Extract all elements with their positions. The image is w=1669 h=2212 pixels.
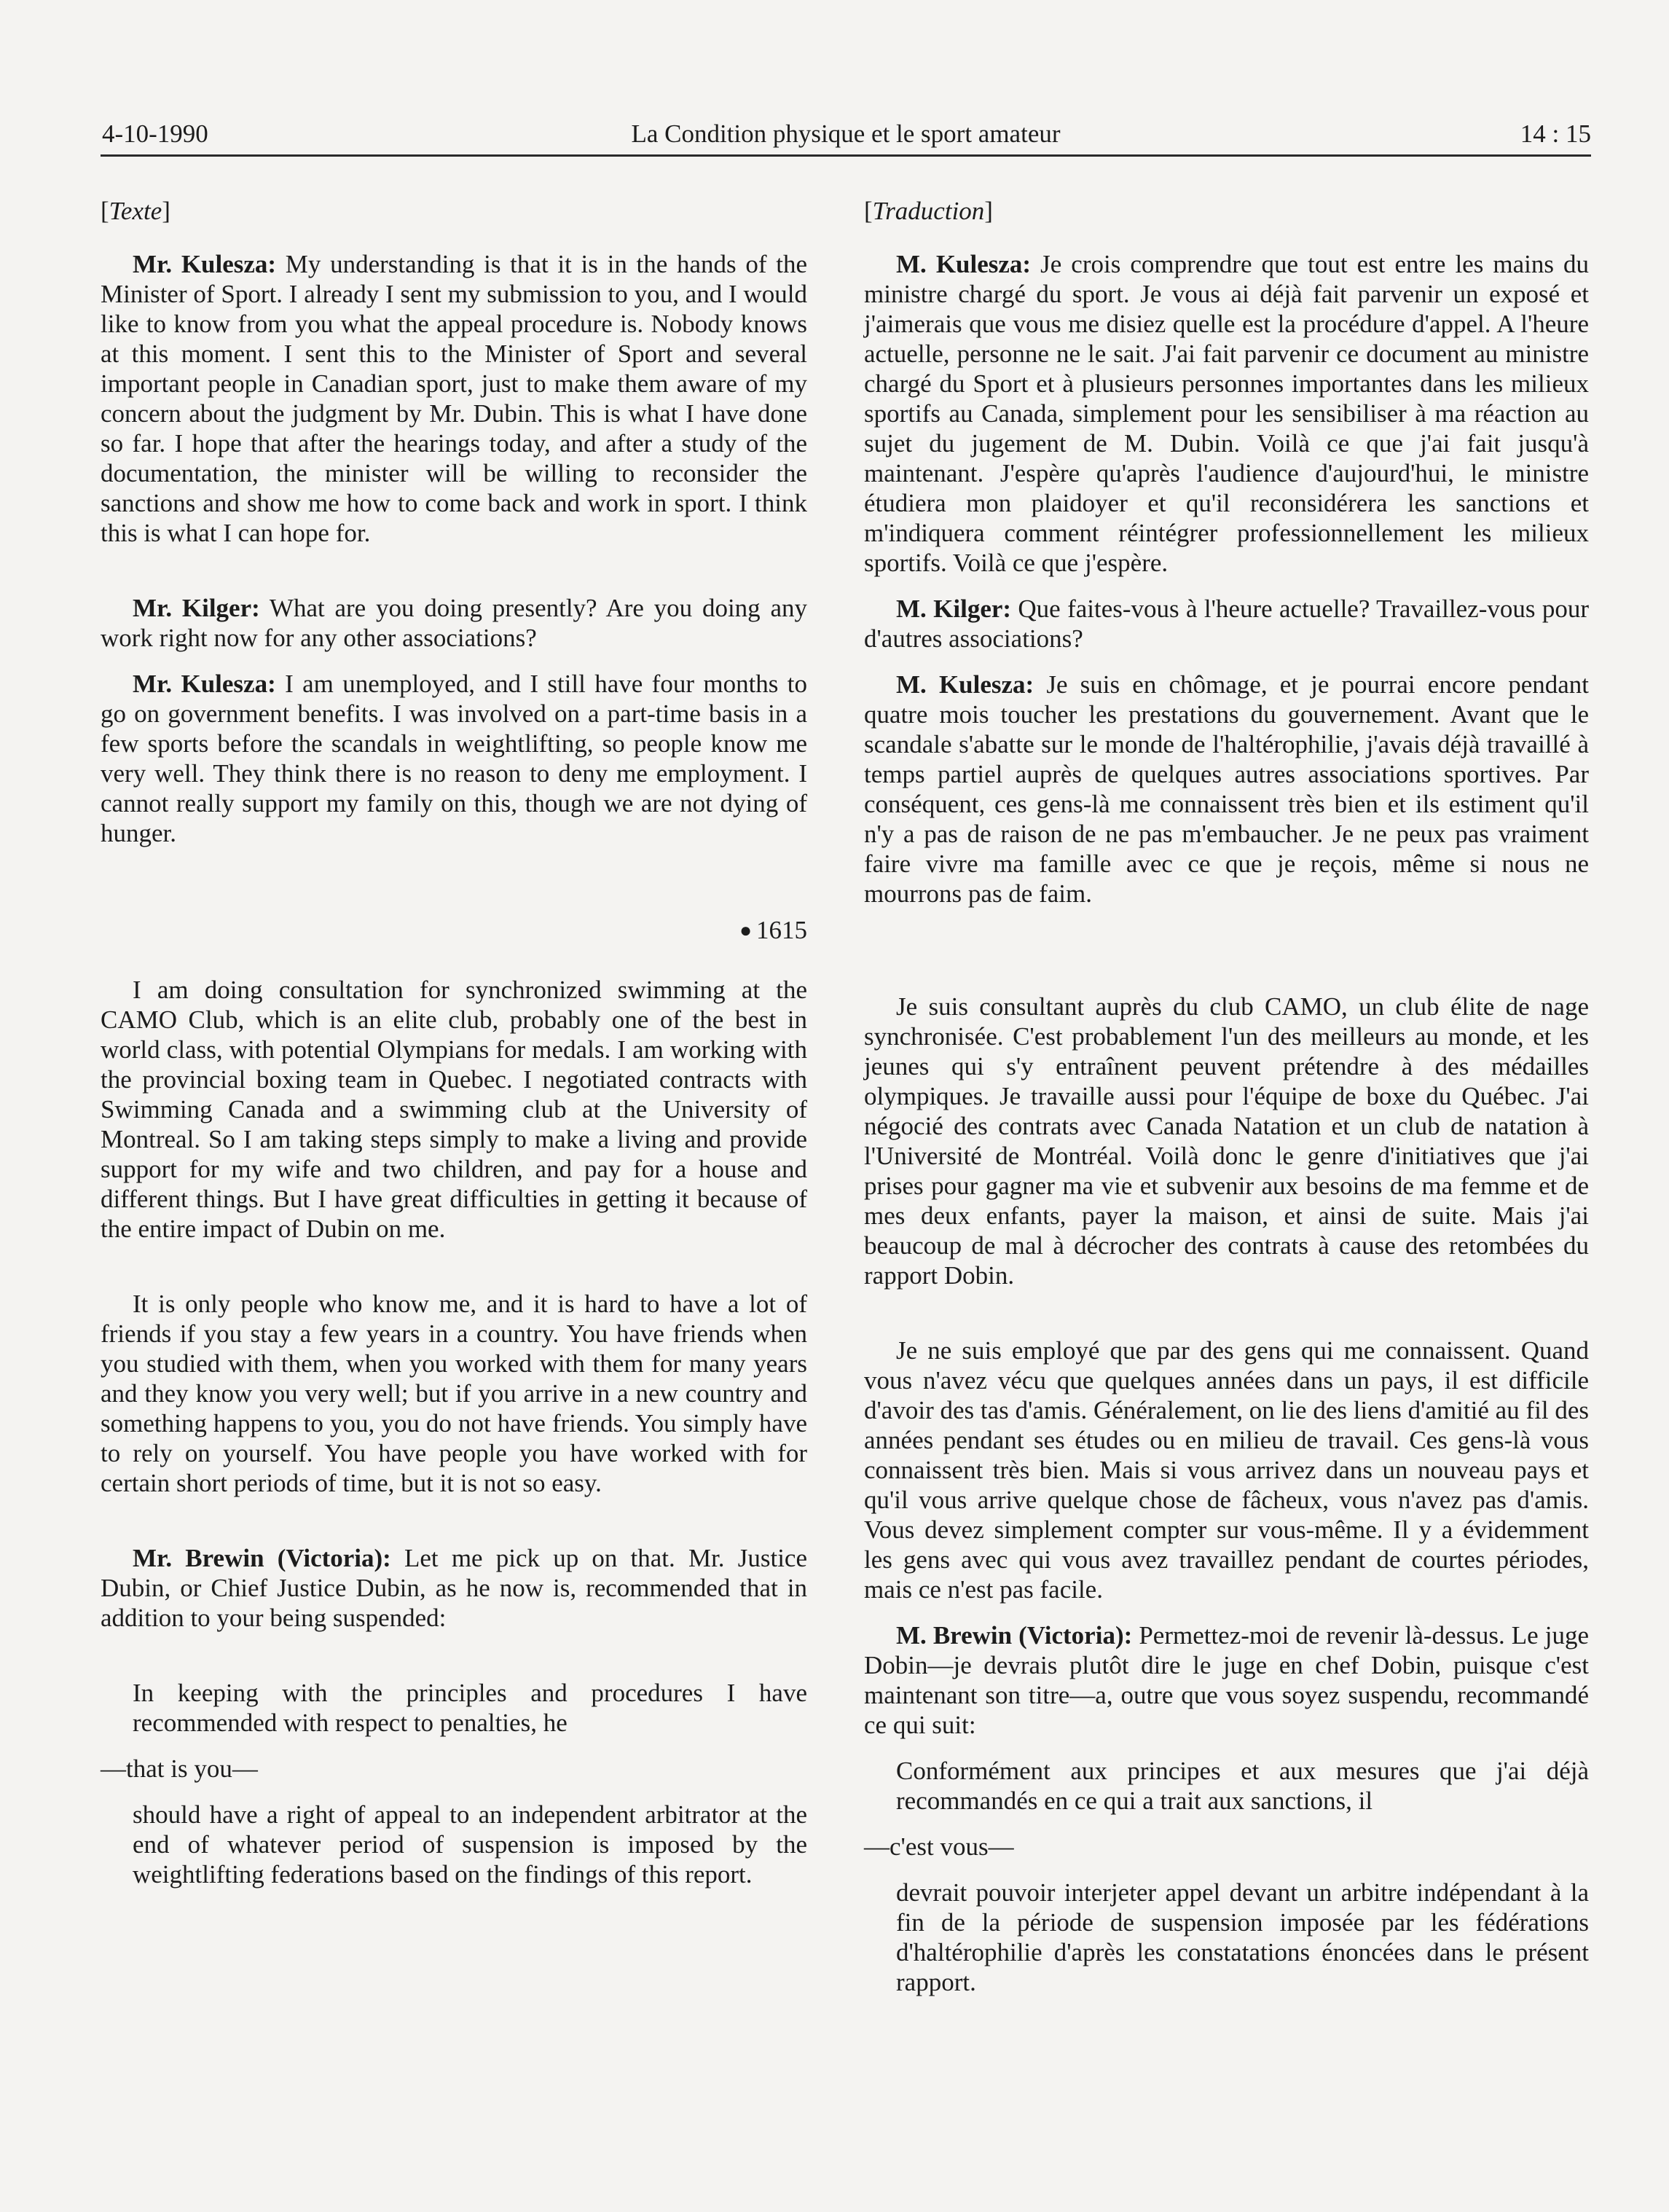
time-marker: ● 1615 <box>739 916 807 944</box>
quotation-aside: —that is you— <box>101 1754 258 1783</box>
quotation-aside: —c'est vous— <box>864 1832 1014 1861</box>
paragraph-kilger: Mr. Kilger: What are you doing presently? Are you doing any work right now for any other associations? <box>101 594 807 652</box>
speaker-name: M. Brewin (Victoria): <box>896 1621 1133 1650</box>
speaker-name: M. Kulesza: <box>896 250 1032 278</box>
speaker-name: M. Kulesza: <box>896 670 1034 699</box>
paragraph-kulesza-3: I am doing consultation for synchronized swimming at the CAMO Club, which is an elite club, probably one of the best in world class, with potential Olympians for medals. I am working with the provincial boxing team in Quebec. I negotiated contracts with Swimming Canada and a swimming club at the University of Montreal. So I am taking steps simply to make a living and provide support for my wife and two children, and pay for a house and different things. But I have great difficulties in getting it because of the entire impact of Dubin on me. <box>101 976 807 1243</box>
quotation-part-1: Conformément aux principes et aux mesures que j'ai déjà recommandés en ce qui a trait aux sanctions, il <box>896 1757 1589 1815</box>
paragraph-kulesza-1: M. Kulesza: Je crois comprendre que tout est entre les mains du ministre chargé du sport. Je vous ai déjà fait parvenir un exposé et j'aimerais que vous me disiez quelle est la procédure d'appel. A l'heure actuelle, personne ne le sait. J'ai fait parvenir ce document au ministre chargé du Sport et à plusieurs personnes importantes dans les milieux sportifs au Canada, simplement pour les sensibiliser à ma réaction au sujet du jugement de M. Dubin. Voilà ce que j'ai fait jusqu'à maintenant. J'espère qu'après l'audience d'aujourd'hui, le ministre étudiera mon plaidoyer et qu'il reconsidérera les sanctions et m'indiquera comment réintégrer professionnellement les milieux sportifs. Voilà ce que j'espère. <box>864 250 1589 577</box>
header-page-number: 14 : 15 <box>1520 119 1591 148</box>
paragraph-kulesza-4: It is only people who know me, and it is hard to have a lot of friends if you stay a few years in a country. You have friends when you studied with them, when you worked with them for many years and they know you very well; but if you arrive in a new country and something happens to you, you do not have friends. You simply have to rely on yourself. You have people you have worked with for certain short periods of time, but it is not so easy. <box>101 1290 807 1497</box>
speaker-name: Mr. Kulesza: <box>133 250 277 278</box>
paragraph-kulesza-2: Mr. Kulesza: I am unemployed, and I still have four months to go on government benefits. I was involved on a part-time basis in a few sports before the scandals in weightlifting, so people know me very well. They think there is no reason to deny me employment. I cannot really support my family on this, though we are not dying of hunger. <box>101 670 808 847</box>
running-header <box>101 109 1591 157</box>
paragraph-kilger: M. Kilger: Que faites-vous à l'heure actuelle? Travaillez-vous pour d'autres associations? <box>864 595 1589 653</box>
speaker-name: Mr. Kulesza: <box>133 670 276 698</box>
quotation-part-2: devrait pouvoir interjeter appel devant un arbitre indépendant à la fin de la période de suspension imposée par les fédérations d'haltérophilie d'après les constatations énoncées dans le présent rapport. <box>896 1878 1589 1996</box>
paragraph-kulesza-2: M. Kulesza: Je suis en chômage, et je pourrai encore pendant quatre mois toucher les prestations du gouvernement. Avant que le scandale s'abatte sur le monde de l'haltérophilie, j'avais déjà travaillé à temps partiel auprès de quelques autres associations sportives. Par conséquent, ces gens-là me connaissent très bien et ils estiment qu'il n'y a pas de raison de ne pas m'embaucher. Je ne peux pas vraiment faire vivre ma famille avec ce que je reçois, même si nous ne mourrons pas de faim. <box>864 670 1589 908</box>
paragraph-kulesza-4: Je ne suis employé que par des gens qui me connaissent. Quand vous n'avez vécu que quelques années dans un pays, il est difficile d'avoir des tas d'amis. Généralement, on lie des liens d'amitié au fil des années pendant ses études ou en milieu de travail. Ces gens-là vous connaissent très bien. Mais si vous arrivez dans un nouveau pays et qu'il vous arrive quelque chose de fâcheux, vous n'avez pas d'amis. Vous devez simplement compter sur vous-même. Il y a évidemment les gens avec qui vous avez travaillez pendant de courtes périodes, mais ce n'est pas facile. <box>864 1336 1589 1604</box>
speaker-name: Mr. Brewin (Victoria): <box>133 1544 391 1572</box>
paragraph-kulesza-1: Mr. Kulesza: My understanding is that it is in the hands of the Minister of Sport. I already I sent my submission to you, and I would like to know from you what the appeal procedure is. Nobody knows at this moment. I sent this to the Minister of Sport and several important people in Canadian sport, just to make them aware of my concern about the judgment by Mr. Dubin. This is what I have done so far. I hope that after the hearings today, and after a study of the documentation, the minister will be willing to reconsider the sanctions and show me how to come back and work in sport. I think this is what I can hope for. <box>101 250 807 547</box>
paragraph-kulesza-3: Je suis consultant auprès du club CAMO, un club élite de nage synchronisée. C'est probablement l'un des meilleurs au monde, et les jeunes qui s'y entraînent peuvent prétendre à des médailles olympiques. Je travaille aussi pour l'équipe de boxe du Québec. J'ai négocié des contrats avec Canada Natation et un club de natation à l'Université de Montréal. Voilà donc le genre d'initiatives que j'ai prises pour gagner ma vie et subvenir aux besoins de ma femme et de mes deux enfants, payer la maison, et ainsi de suite. Mais j'ai beaucoup de mal à décrocher des contrats à cause des retombées du rapport Dobin. <box>864 992 1589 1290</box>
bullet-icon: ● <box>739 919 752 942</box>
speaker-name: Mr. Kilger: <box>133 594 260 622</box>
header-date: 4-10-1990 <box>102 119 208 148</box>
english-column <box>101 195 807 1889</box>
section-label: [Traduction] <box>864 197 993 225</box>
quotation-part-2: should have a right of appeal to an independent arbitrator at the end of whatever period of suspension is imposed by the weightlifting federations based on the findings of this report. <box>133 1800 807 1889</box>
section-label: [Texte] <box>101 197 170 225</box>
paragraph-brewin: Mr. Brewin (Victoria): Let me pick up on that. Mr. Justice Dubin, or Chief Justice Dubin, as he now is, recommended that in addition to your being suspended: <box>101 1544 807 1632</box>
quotation-part-1: In keeping with the principles and procedures I have recommended with respect to penalties, he <box>133 1679 807 1737</box>
speaker-name: M. Kilger: <box>896 595 1012 623</box>
french-column <box>864 195 1589 1997</box>
paragraph-brewin: M. Brewin (Victoria): Permettez-moi de revenir là-dessus. Le juge Dobin—je devrais plutôt dire le juge en chef Dobin, puisque c'est maintenant son titre—a, outre que vous soyez suspendu, recommandé ce qui suit: <box>864 1621 1589 1739</box>
header-title: La Condition physique et le sport amateur <box>631 119 1061 148</box>
